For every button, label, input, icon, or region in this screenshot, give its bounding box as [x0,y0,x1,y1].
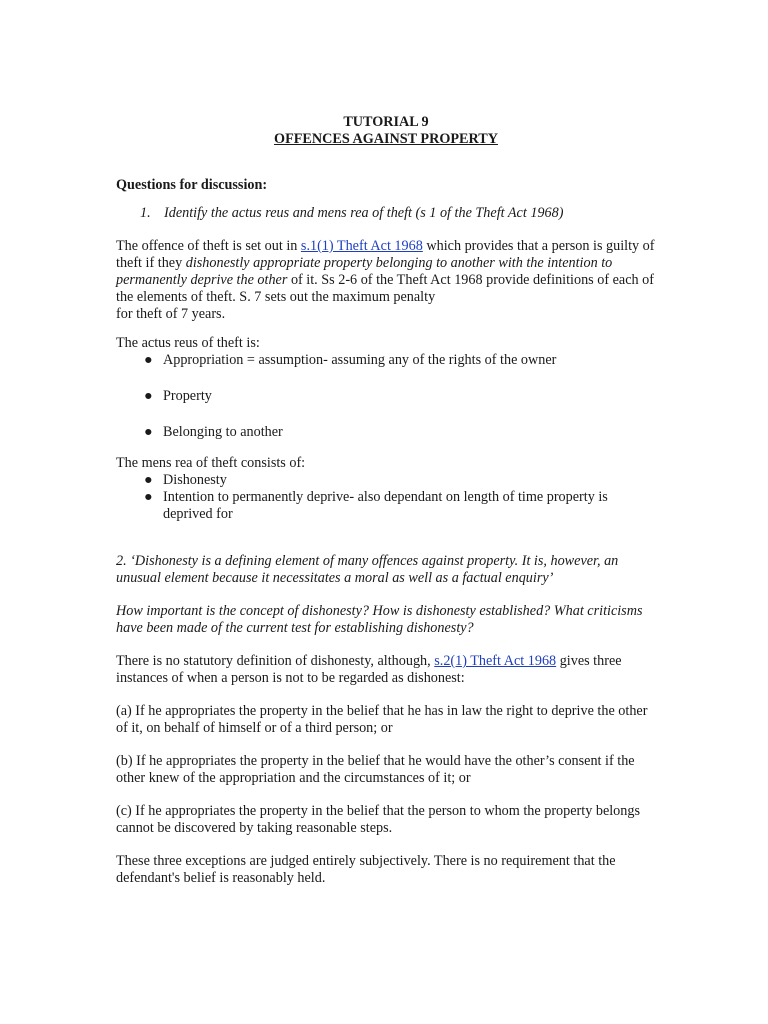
question-1-text: Identify the actus reus and mens rea of theft (s 1 of the Theft Act 1968) [164,205,564,221]
s2-theft-act-link[interactable]: s.2(1) Theft Act 1968 [434,653,557,669]
bullet-icon: ● [144,489,153,505]
list-item: ● Belonging to another [144,424,283,440]
para1-italic-definition: dishonestly appropriate property belonging to another with the intention to permanently deprive the other [116,255,613,288]
para2-text-end: gives three instances of when a person is not to be regarded as dishonest: [116,653,622,686]
para1-last-line: for theft of 7 years. [116,306,226,322]
question-1 [116,205,656,222]
question-2-quote: 2. ‘Dishonesty is a defining element of many offences against property. It is, however, an unusual element because it necessitates a moral as well as a factual enquiry’ [116,553,619,586]
bullet-icon: ● [144,472,153,488]
actus-reus-list [116,352,656,441]
mens-rea-intro: The mens rea of theft consists of: [116,455,306,471]
document-page [116,114,656,887]
list-item: ● Dishonesty [144,472,227,488]
subjectivity-paragraph: These three exceptions are judged entirely subjectively. There is no requirement that the defendant's belief is reasonably held. [116,853,616,886]
list-item: ● Intention to permanently deprive- also dependant on length of time property is deprived for [144,489,608,522]
theft-definition-paragraph [116,238,656,323]
para2-text-start: There is no statutory definition of dishonesty, although, [116,653,435,669]
clause-c: (c) If he appropriates the property in the belief that the person to whom the property belongs cannot be discovered by taking reasonable steps. [116,803,640,836]
questions-heading: Questions for discussion: [116,177,268,193]
clause-a: (a) If he appropriates the property in the belief that he has in law the right to deprive the other of it, on behalf of himself or of a third person; or [116,703,648,736]
bullet-icon: ● [144,424,153,440]
list-item: ● Appropriation = assumption- assuming any of the rights of the owner [144,352,557,368]
actus-reus-intro: The actus reus of theft is: [116,335,260,351]
title-line-2: OFFENCES AGAINST PROPERTY [274,131,498,147]
title-line-1: TUTORIAL 9 [343,114,429,130]
bullet-icon: ● [144,388,153,404]
dishonesty-paragraph [116,653,656,687]
para1-text-mid: which provides that a person is guilty of theft if they [116,238,655,271]
question-2-questions: How important is the concept of dishonesty? How is dishonesty established? What criticisms have been made of the current test for establishing dishonesty? [116,603,643,636]
question-1-number: 1. [140,205,151,221]
para1-text-start: The offence of theft is set out in [116,238,301,254]
clause-b: (b) If he appropriates the property in the belief that he would have the other’s consent if the other knew of the appropriation and the circumstances of it; or [116,753,635,786]
para1-text-rest: of it. Ss 2-6 of the Theft Act 1968 provide definitions of each of the elements of theft. S. 7 sets out the maximum penalty [116,272,654,305]
mens-rea-list [116,472,656,523]
s1-theft-act-link[interactable]: s.1(1) Theft Act 1968 [300,238,423,254]
bullet-icon: ● [144,352,153,368]
list-item: ● Property [144,388,212,404]
